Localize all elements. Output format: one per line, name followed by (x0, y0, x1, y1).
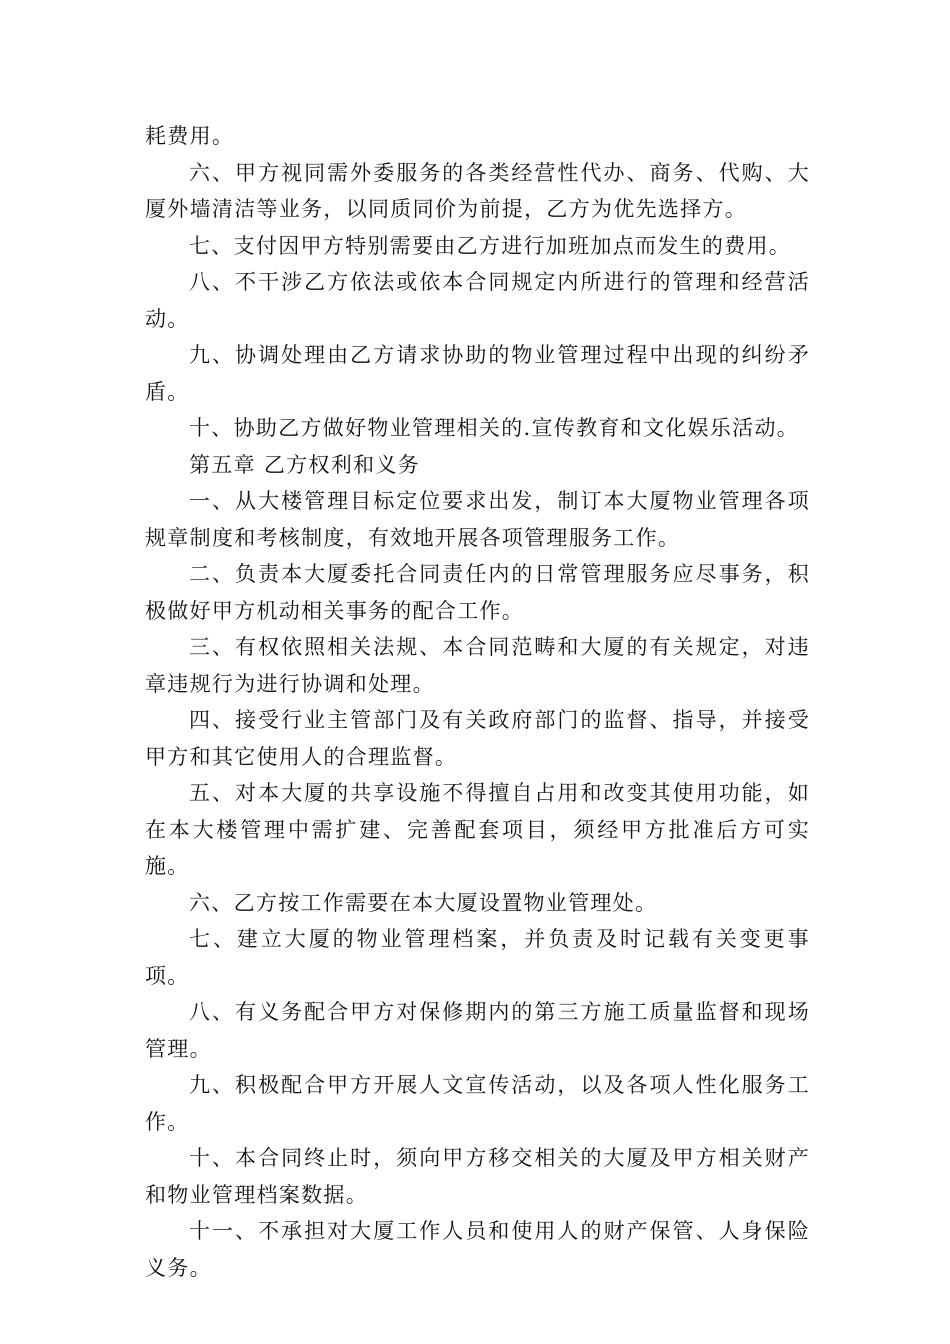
paragraph-duty-9: 九、积极配合甲方开展人文宣传活动，以及各项人性化服务工作。 (145, 1073, 810, 1134)
paragraph-duty-1: 一、从大楼管理目标定位要求出发，制订本大厦物业管理各项规章制度和考核制度，有效地开展各项管理服务工作。 (145, 489, 810, 550)
chapter-heading: 第五章 乙方权利和义务 (189, 452, 420, 477)
paragraph-clause-10: 十、协助乙方做好物业管理相关的.宣传教育和文化娱乐活动。 (189, 416, 800, 440)
paragraph-clause-6: 六、甲方视同需外委服务的各类经营性代办、商务、代购、大厦外墙清洁等业务，以同质同价为前提，乙方为优先选择方。 (145, 160, 810, 221)
document-body (145, 118, 810, 1286)
paragraph-duty-8: 八、有义务配合甲方对保修期内的第三方施工质量监督和现场管理。 (145, 1000, 810, 1061)
paragraph-duty-11: 十一、不承担对大厦工作人员和使用人的财产保管、人身保险义务。 (145, 1219, 810, 1280)
paragraph-duty-6: 六、乙方按工作需要在本大厦设置物业管理处。 (189, 890, 658, 915)
paragraph-duty-5: 五、对本大厦的共享设施不得擅自占用和改变其使用功能，如在本大楼管理中需扩建、完善配套项目，须经甲方批准后方可实施。 (145, 781, 810, 878)
paragraph-clause-7: 七、支付因甲方特别需要由乙方进行加班加点而发生的费用。 (189, 233, 792, 258)
paragraph-duty-10: 十、本合同终止时，须向甲方移交相关的大厦及甲方相关财产和物业管理档案数据。 (145, 1146, 810, 1207)
paragraph-duty-3: 三、有权依照相关法规、本合同范畴和大厦的有关规定，对违章违规行为进行协调和处理。 (145, 635, 810, 696)
paragraph-clause-9: 九、协调处理由乙方请求协助的物业管理过程中出现的纠纷矛盾。 (145, 343, 810, 404)
paragraph-duty-7: 七、建立大厦的物业管理档案，并负责及时记载有关变更事项。 (145, 927, 810, 988)
paragraph-duty-2: 二、负责本大厦委托合同责任内的日常管理服务应尽事务，积极做好甲方机动相关事务的配合工作。 (145, 562, 810, 623)
paragraph-duty-4: 四、接受行业主管部门及有关政府部门的监督、指导，并接受甲方和其它使用人的合理监督。 (145, 708, 810, 769)
paragraph-clause-8: 八、不干涉乙方依法或依本合同规定内所进行的管理和经营活动。 (145, 270, 810, 331)
paragraph-continuation: 耗费用。 (145, 124, 235, 148)
